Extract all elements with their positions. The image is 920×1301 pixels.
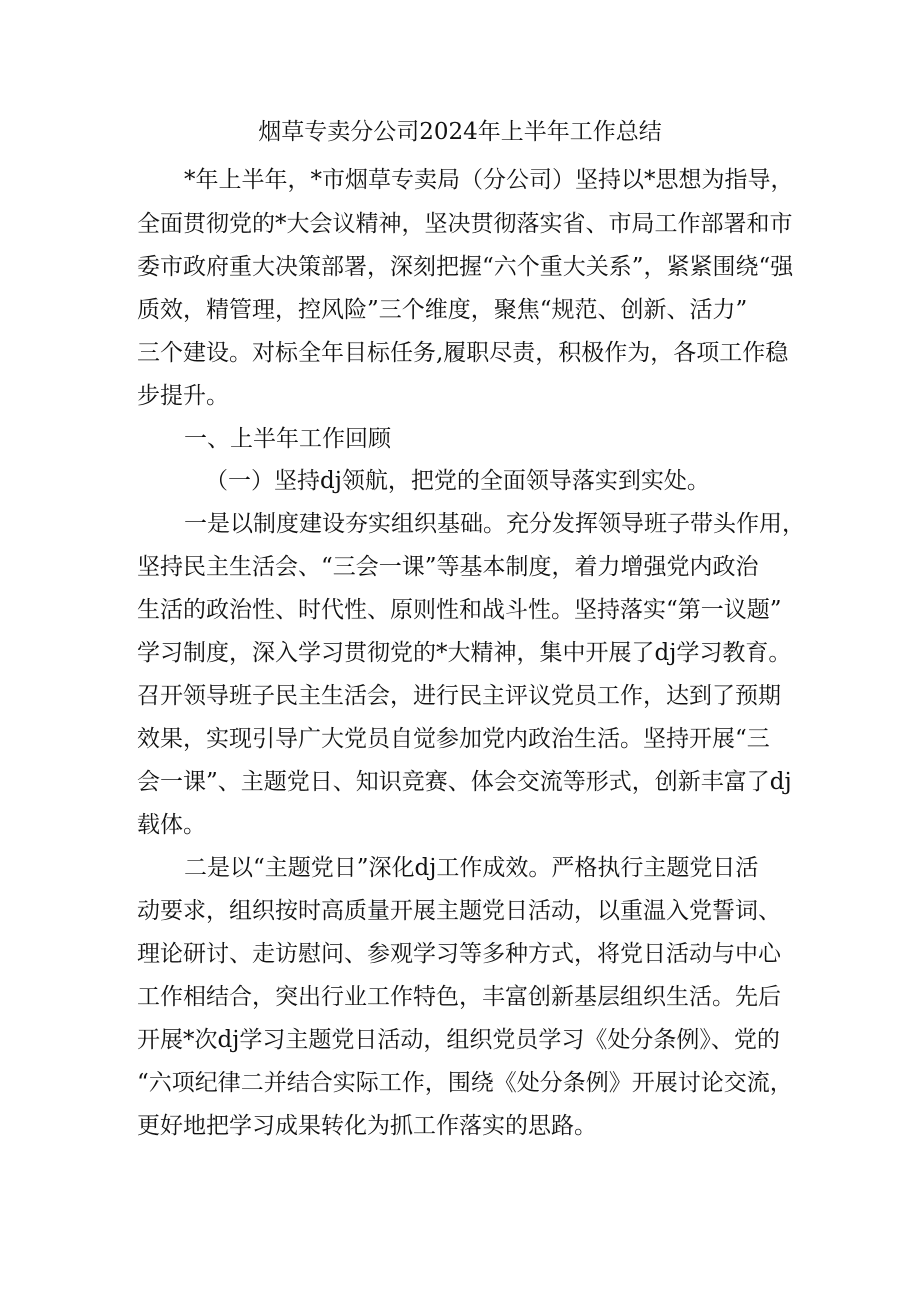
paragraph-line: 载体。 [137, 812, 206, 838]
paragraph-line: 开展*次dj学习主题党日活动，组织党员学习《处分条例》、党的 [137, 1027, 780, 1053]
subsection-heading: （一）坚持dj领航，把党的全面领导落实到实处。 [205, 468, 710, 494]
document-title: 烟草专卖分公司2024年上半年工作总结 [258, 119, 662, 145]
paragraph-line: 生活的政治性、时代性、原则性和战斗性。坚持落实“第一议题” [137, 597, 782, 623]
paragraph-line: *年上半年，*市烟草专卖局（分公司）坚持以*思想为指导， [184, 167, 794, 193]
paragraph-line: 全面贯彻党的*大会议精神，坚决贯彻落实省、市局工作部署和市 [137, 211, 793, 237]
paragraph-line: 委市政府重大决策部署，深刻把握“六个重大关系”，紧紧围绕“强 [137, 254, 794, 280]
paragraph-line: 一是以制度建设夯实组织基础。充分发挥领导班子带头作用， [184, 511, 805, 537]
paragraph-line: 三个建设。对标全年目标任务,履职尽责，积极作为，各项工作稳 [137, 340, 789, 366]
paragraph-line: 更好地把学习成果转化为抓工作落实的思路。 [137, 1113, 597, 1139]
paragraph-line: “六项纪律二并结合实际工作，围绕《处分条例》开展讨论交流， [137, 1070, 793, 1096]
paragraph-line: 理论研讨、走访慰问、参观学习等多种方式，将党日活动与中心 [137, 941, 781, 967]
paragraph-line: 会一课”、主题党日、知识竞赛、体会交流等形式，创新丰富了dj [137, 769, 792, 795]
paragraph-line: 步提升。 [137, 383, 229, 409]
paragraph-line: 工作相结合，突出行业工作特色，丰富创新基层组织生活。先后 [137, 984, 781, 1010]
paragraph-line: 坚持民主生活会、“三会一课”等基本制度，着力增强党内政治 [137, 554, 759, 580]
paragraph-line: 效果，实现引导广大党员自觉参加党内政治生活。坚持开展“三 [137, 726, 770, 752]
paragraph-line: 学习制度，深入学习贯彻党的*大精神，集中开展了dj学习教育。 [137, 640, 792, 666]
paragraph-line: 二是以“主题党日”深化dj工作成效。严格执行主题党日活 [184, 855, 759, 881]
paragraph-line: 质效，精管理，控风险”三个维度，聚焦“规范、创新、活力” [137, 297, 748, 323]
paragraph-line: 召开领导班子民主生活会，进行民主评议党员工作，达到了预期 [137, 683, 781, 709]
paragraph-line: 动要求，组织按时高质量开展主题党日活动，以重温入党誓词、 [137, 898, 781, 924]
section-heading: 一、上半年工作回顾 [184, 426, 391, 452]
